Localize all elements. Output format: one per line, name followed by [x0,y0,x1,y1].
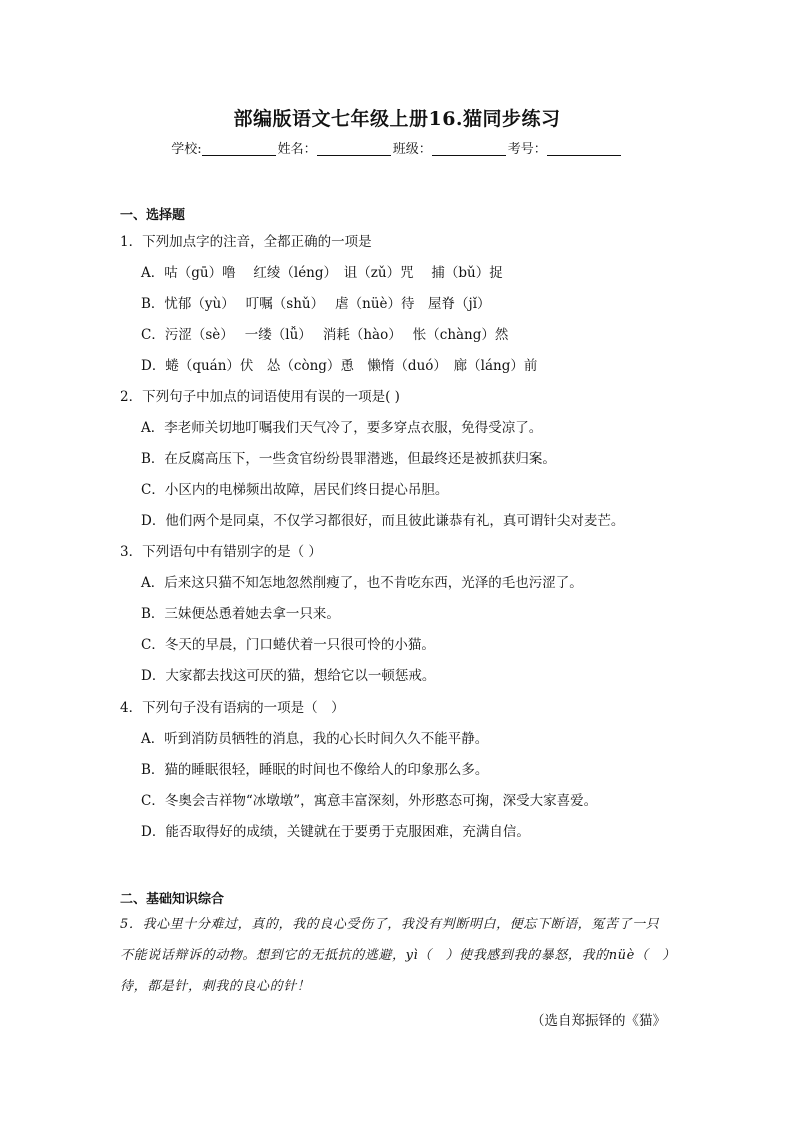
question-4-stem: 4．下列句子没有语病的一项是（ ） [120,700,345,716]
question-4-option-d: D．能否取得好的成绩，关键就在于要勇于克服困难，充满自信。 [141,824,530,840]
question-2-option-d: D．他们两个是同桌，不仅学习都很好，而且彼此谦恭有礼，真可谓针尖对麦芒。 [141,513,625,529]
question-4-option-a: A．听到消防员牺牲的消息，我的心长时间久久不能平静。 [141,731,489,747]
page-title: 部编版语文七年级上册16.猫同步练习 [233,108,561,130]
exam-number-blank[interactable] [547,141,621,156]
exam-number-label: 考号： [507,142,547,157]
question-3-stem: 3．下列语句中有错别字的是（ ） [120,544,322,560]
question-3-option-c: C．冬天的早晨，门口蜷伏着一只很可怜的小猫。 [141,637,435,653]
question-1-option-b: B．忧郁（yù） 叮嘱（shǔ） 虐（nüè）待 屋脊（jǐ） [141,296,491,312]
class-blank[interactable] [432,141,506,156]
question-4-option-c: C．冬奥会吉祥物“冰墩墩”，寓意丰富深刻，外形憨态可掬，深受大家喜爱。 [141,793,598,809]
question-4-option-b: B．猫的睡眠很轻，睡眠的时间也不像给人的印象那么多。 [141,762,489,778]
question-2-option-a: A．李老师关切地叮嘱我们天气冷了，要多穿点衣服，免得受凉了。 [141,420,543,436]
passage-line-3: 待，都是针，刺我的良心的针！ [120,979,311,994]
question-2-option-b: B．在反腐高压下，一些贪官纷纷畏罪潜逃，但最终还是被抓获归案。 [141,451,556,467]
section-heading-choice: 一、选择题 [120,208,186,223]
question-3-option-d: D．大家都去找这可厌的猫，想给它以一顿惩戒。 [141,668,436,684]
question-2-stem: 2．下列句子中加点的词语使用有误的一项是( ) [120,389,400,405]
question-1-option-d: D．蜷（quán）伏 怂（còng）恿 懒惰（duó） 廊（láng）前 [141,358,538,374]
school-label: 学校: [171,142,202,157]
question-3-option-b: B．三妹便怂恿着她去拿一只来。 [141,606,340,622]
question-3-option-a: A．后来这只猫不知怎地忽然削瘦了，也不肯吃东西，光泽的毛也污涩了。 [141,575,583,591]
class-label: 班级： [392,142,432,157]
name-label: 姓名： [277,142,317,157]
question-1-option-a: A．咕（gū）噜 红绫（léng） 诅（zǔ）咒 捕（bǔ）捉 [141,265,503,281]
section-heading-basic-knowledge: 二、基础知识综合 [120,892,225,907]
student-info-line [0,138,794,157]
question-2-option-c: C．小区内的电梯频出故障，居民们终日提心吊胆。 [141,482,449,498]
question-1-stem: 1．下列加点字的注音，全都正确的一项是 [120,234,372,250]
name-blank[interactable] [317,141,391,156]
school-blank[interactable] [202,141,276,156]
passage-line-1: 5．我心里十分难过，真的，我的良心受伤了，我没有判断明白，便忘下断语，冤苦了一只 [120,917,660,932]
passage-line-2: 不能说话辩诉的动物。想到它的无抵抗的逃避，yì（ ）使我感到我的暴怒，我的nüè（ ） [120,948,676,963]
question-1-option-c: C．污涩（sè） 一缕（lǚ） 消耗（hào） 怅（chàng）然 [141,327,509,343]
passage-source: （选自郑振铎的《猫》 [531,1013,666,1029]
